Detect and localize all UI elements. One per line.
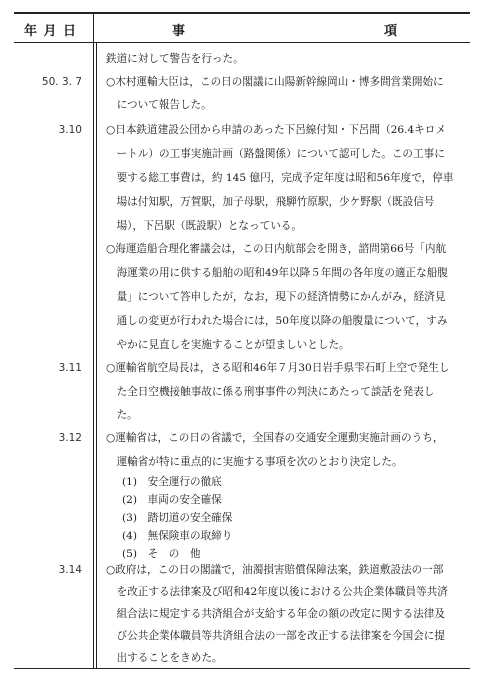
entry-line: た全日空機接触事故に係る刑事事件の判決にあたって談話を発表し — [106, 386, 435, 398]
entry-line: 場），下呂駅（既設駅）となっている。 — [106, 220, 302, 232]
header-bottom-border — [14, 42, 470, 43]
header-matter-1: 事 — [172, 24, 187, 39]
list-item: (1) 安全運行の徹底 — [122, 476, 222, 488]
top-border — [14, 12, 470, 14]
entry-line: ○運輸省は，この日の省議で，全国春の交通安全運動実施計画のうち， — [106, 432, 444, 444]
bottom-border — [14, 668, 470, 669]
entry-line: ○運輸省航空局長は，さる昭和46年７月30日岩手県雫石町上空で発生し — [106, 362, 450, 374]
entry-line: 要する総工事費は，約 145 億円，完成予定年度は昭和56年度で，停車 — [106, 172, 454, 184]
entry-date: 3.12 — [58, 432, 82, 444]
column-divider — [93, 12, 94, 668]
entry-line: を改正する法律案及び昭和42年度以後における公共企業体職員等共済 — [106, 586, 448, 598]
header-matter-2: 項 — [384, 24, 399, 39]
entry-date: 3.10 — [58, 124, 82, 136]
entry-line: ○木村運輸大臣は，この日の閣議に山陽新幹線岡山・博多間営業開始に — [106, 76, 444, 88]
list-item: (2) 車両の安全確保 — [122, 494, 222, 506]
entry-date: 50. 3. 7 — [41, 76, 82, 88]
entry-line: 海運業の用に供する船舶の昭和49年以降５年間の各年度の適正な船腹 — [106, 267, 448, 279]
header-date: 年 月 日 — [24, 24, 78, 39]
list-item: (5) そ の 他 — [122, 548, 201, 560]
entry-line: び公共企業体職員等共済組合法の一部を改正する法律案を今国会に提 — [106, 630, 445, 642]
entry-line: 場は付知駅，万賀駅，加子母駅，飛騨竹原駅，少ケ野駅（既設信号 — [106, 196, 435, 208]
list-item: (4) 無保険車の取締り — [122, 530, 233, 542]
entry-line: ○海運造船合理化審議会は，この日内航部会を開き，諮問第66号「内航 — [106, 243, 447, 255]
entry-line: について報告した。 — [106, 99, 212, 111]
entry-line: ○日本鉄道建設公団から申請のあった下呂線付知・下呂間（26.4キロメ — [106, 124, 446, 136]
entry-line: 鉄道に対して警告を行った。 — [106, 53, 244, 65]
entry-line: 運輸省が特に重点的に実施する事項を次のとおり決定した。 — [106, 456, 403, 468]
entry-line: 量」について答申したが，なお，現下の経済情勢にかんがみ，経済見 — [106, 291, 446, 303]
entry-date: 3.14 — [58, 564, 82, 576]
entry-line: た。 — [106, 409, 138, 421]
entry-line: 通しの変更が行われた場合には，50年度以降の船腹量について，すみ — [106, 315, 448, 327]
entry-line: ートル）の工事実施計画（路盤関係）について認可した。この工事に — [106, 148, 445, 160]
list-item: (3) 踏切道の安全確保 — [122, 512, 233, 524]
column-divider-inner — [96, 42, 97, 668]
entry-line: 出することをきめた。 — [106, 652, 223, 664]
entry-line: やかに見直しを実施することが望ましいとした。 — [106, 339, 350, 351]
entry-date: 3.11 — [58, 362, 82, 374]
entry-line: ○政府は，この日の閣議で，油濁損害賠償保障法案，鉄道敷設法の一部 — [106, 564, 444, 576]
entry-line: 組合法に規定する共済組合が支給する年金の額の改定に関する法律及 — [106, 608, 445, 620]
